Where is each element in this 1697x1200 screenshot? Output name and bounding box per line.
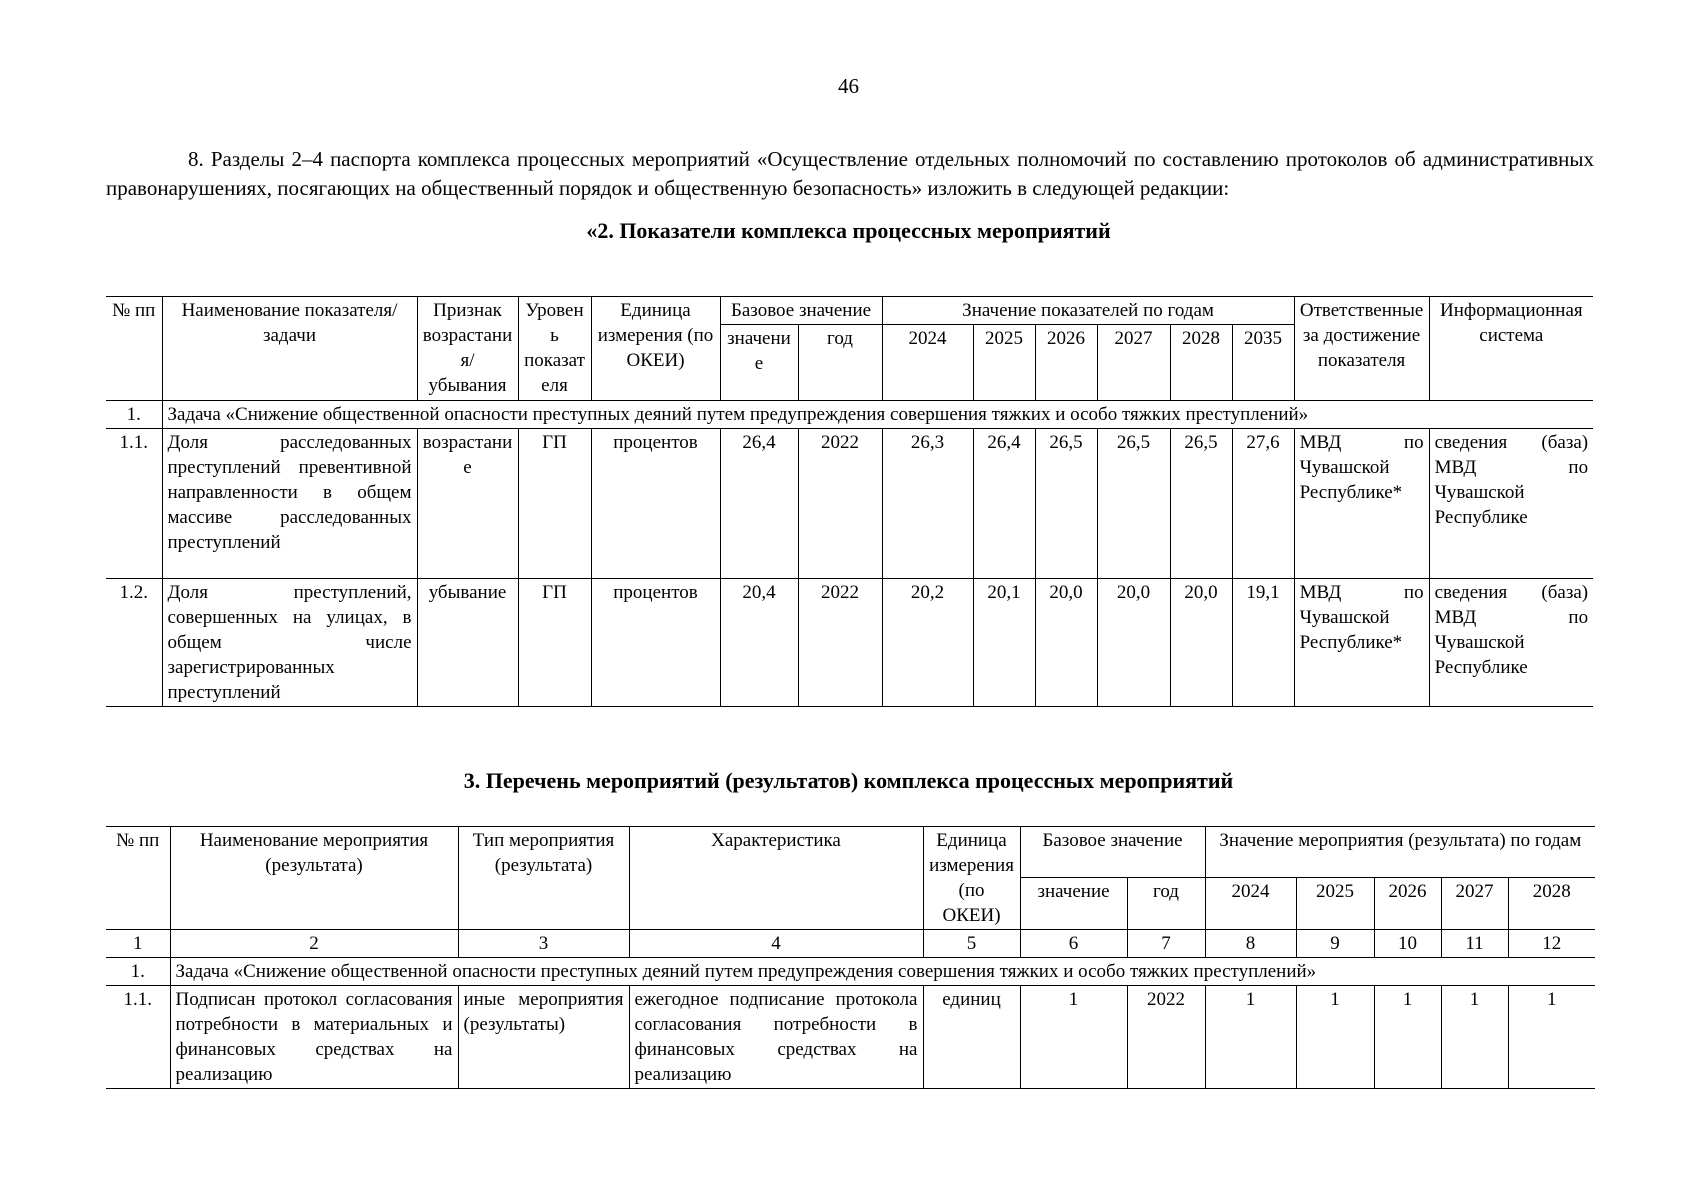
col-year-header: 2026 <box>1035 325 1097 401</box>
info-system: сведения (база) МВД по Чувашской Республике <box>1429 429 1593 579</box>
indicator-name: Доля расследованных преступлений превентивной направленности в общем массиве расследованных преступлений <box>162 429 417 579</box>
col-year-header: 2028 <box>1170 325 1232 401</box>
task-text: Задача «Снижение общественной опасности преступных деяний путем предупреждения совершения тяжких и особо тяжких преступлений» <box>170 958 1595 986</box>
col-name-header: Наименование показателя/задачи <box>162 297 417 401</box>
col-characteristic-header: Характеристика <box>629 827 923 930</box>
responsible: МВД по Чувашской Республике* <box>1294 579 1429 707</box>
col-year-header: 2035 <box>1232 325 1294 401</box>
col-info-system-header: Информационная система <box>1429 297 1593 401</box>
col-num-header: № пп <box>106 827 170 930</box>
year-value: 19,1 <box>1232 579 1294 707</box>
row-num: 1.1. <box>106 986 170 1089</box>
col-number: 3 <box>458 930 629 958</box>
page-number: 46 <box>838 74 859 98</box>
col-level-header: Уровень показателя <box>518 297 591 401</box>
measures-table <box>106 826 1595 1089</box>
year-value: 1 <box>1441 986 1508 1089</box>
col-year-header: 2024 <box>882 325 973 401</box>
col-number: 8 <box>1205 930 1296 958</box>
row-num: 1.2. <box>106 579 162 707</box>
col-number: 6 <box>1020 930 1127 958</box>
base-value: 1 <box>1020 986 1127 1089</box>
indicator-level: ГП <box>518 429 591 579</box>
year-value: 1 <box>1374 986 1441 1089</box>
base-year: 2022 <box>798 579 882 707</box>
base-year: 2022 <box>1127 986 1205 1089</box>
col-number: 7 <box>1127 930 1205 958</box>
measure-name: Подписан протокол согласования потребности в материальных и финансовых средствах на реализацию <box>170 986 458 1089</box>
year-value: 26,5 <box>1035 429 1097 579</box>
col-number: 10 <box>1374 930 1441 958</box>
col-year-header: 2024 <box>1205 878 1296 930</box>
col-base-year-header: год <box>1127 878 1205 930</box>
year-value: 20,0 <box>1170 579 1232 707</box>
responsible: МВД по Чувашской Республике* <box>1294 429 1429 579</box>
col-year-header: 2027 <box>1097 325 1170 401</box>
task-num: 1. <box>106 401 162 429</box>
section3-title: 3. Перечень мероприятий (результатов) комплекса процессных мероприятий <box>463 768 1234 793</box>
task-text: Задача «Снижение общественной опасности преступных деяний путем предупреждения совершения тяжких и особо тяжких преступлений» <box>162 401 1593 429</box>
col-unit-header: Единица измерения (по ОКЕИ) <box>923 827 1020 930</box>
col-year-header: 2025 <box>973 325 1035 401</box>
task-num: 1. <box>106 958 170 986</box>
indicator-level: ГП <box>518 579 591 707</box>
year-value: 1 <box>1296 986 1374 1089</box>
col-years-group-header: Значение показателей по годам <box>882 297 1294 325</box>
year-value: 26,4 <box>973 429 1035 579</box>
info-system: сведения (база) МВД по Чувашской Республике <box>1429 579 1593 707</box>
col-year-header: 2026 <box>1374 878 1441 930</box>
indicator-name: Доля преступлений, совершенных на улицах, в общем числе зарегистрированных преступлений <box>162 579 417 707</box>
year-value: 1 <box>1205 986 1296 1089</box>
column-numbers-row <box>106 930 1595 958</box>
year-value: 27,6 <box>1232 429 1294 579</box>
col-base-value-header: значение <box>1020 878 1127 930</box>
year-value: 26,5 <box>1170 429 1232 579</box>
year-value: 20,1 <box>973 579 1035 707</box>
intro-paragraph: 8. Разделы 2–4 паспорта комплекса процессных мероприятий «Осуществление отдельных полномочий по составлению протоколов об административных правонарушениях, посягающих на общественный порядок и общественную безопасность» изложить в следующей редакции: <box>106 147 1594 200</box>
year-value: 20,2 <box>882 579 973 707</box>
year-value: 26,5 <box>1097 429 1170 579</box>
col-base-header: Базовое значение <box>720 297 882 325</box>
measure-characteristic: ежегодное подписание протокола согласования потребности в финансовых средствах на реализацию <box>629 986 923 1089</box>
year-value: 1 <box>1508 986 1595 1089</box>
year-value: 20,0 <box>1035 579 1097 707</box>
measure-type: иные мероприятия (результаты) <box>458 986 629 1089</box>
col-number: 12 <box>1508 930 1595 958</box>
col-base-year-header: год <box>798 325 882 401</box>
base-value: 26,4 <box>720 429 798 579</box>
col-number: 9 <box>1296 930 1374 958</box>
col-number: 1 <box>106 930 170 958</box>
indicator-sign: возрастание <box>417 429 518 579</box>
table-row <box>106 429 1593 579</box>
col-number: 5 <box>923 930 1020 958</box>
col-base-header: Базовое значение <box>1020 827 1205 878</box>
base-value: 20,4 <box>720 579 798 707</box>
year-value: 20,0 <box>1097 579 1170 707</box>
col-base-value-header: значение <box>720 325 798 401</box>
col-years-group-header: Значение мероприятия (результата) по годам <box>1205 827 1595 878</box>
table-row <box>106 986 1595 1089</box>
col-type-header: Тип мероприятия (результата) <box>458 827 629 930</box>
col-name-header: Наименование мероприятия (результата) <box>170 827 458 930</box>
col-responsible-header: Ответственные за достижение показателя <box>1294 297 1429 401</box>
base-year: 2022 <box>798 429 882 579</box>
col-year-header: 2025 <box>1296 878 1374 930</box>
measure-unit: единиц <box>923 986 1020 1089</box>
indicators-table <box>106 296 1593 707</box>
indicator-unit: процентов <box>591 579 720 707</box>
row-num: 1.1. <box>106 429 162 579</box>
table-row <box>106 579 1593 707</box>
col-sign-header: Признак возрастания/ убывания <box>417 297 518 401</box>
col-number: 4 <box>629 930 923 958</box>
col-number: 11 <box>1441 930 1508 958</box>
year-value: 26,3 <box>882 429 973 579</box>
col-num-header: № пп <box>106 297 162 401</box>
section2-title: «2. Показатели комплекса процессных мероприятий <box>586 218 1111 243</box>
col-unit-header: Единица измерения (по ОКЕИ) <box>591 297 720 401</box>
indicator-sign: убывание <box>417 579 518 707</box>
col-number: 2 <box>170 930 458 958</box>
indicator-unit: процентов <box>591 429 720 579</box>
col-year-header: 2027 <box>1441 878 1508 930</box>
col-year-header: 2028 <box>1508 878 1595 930</box>
